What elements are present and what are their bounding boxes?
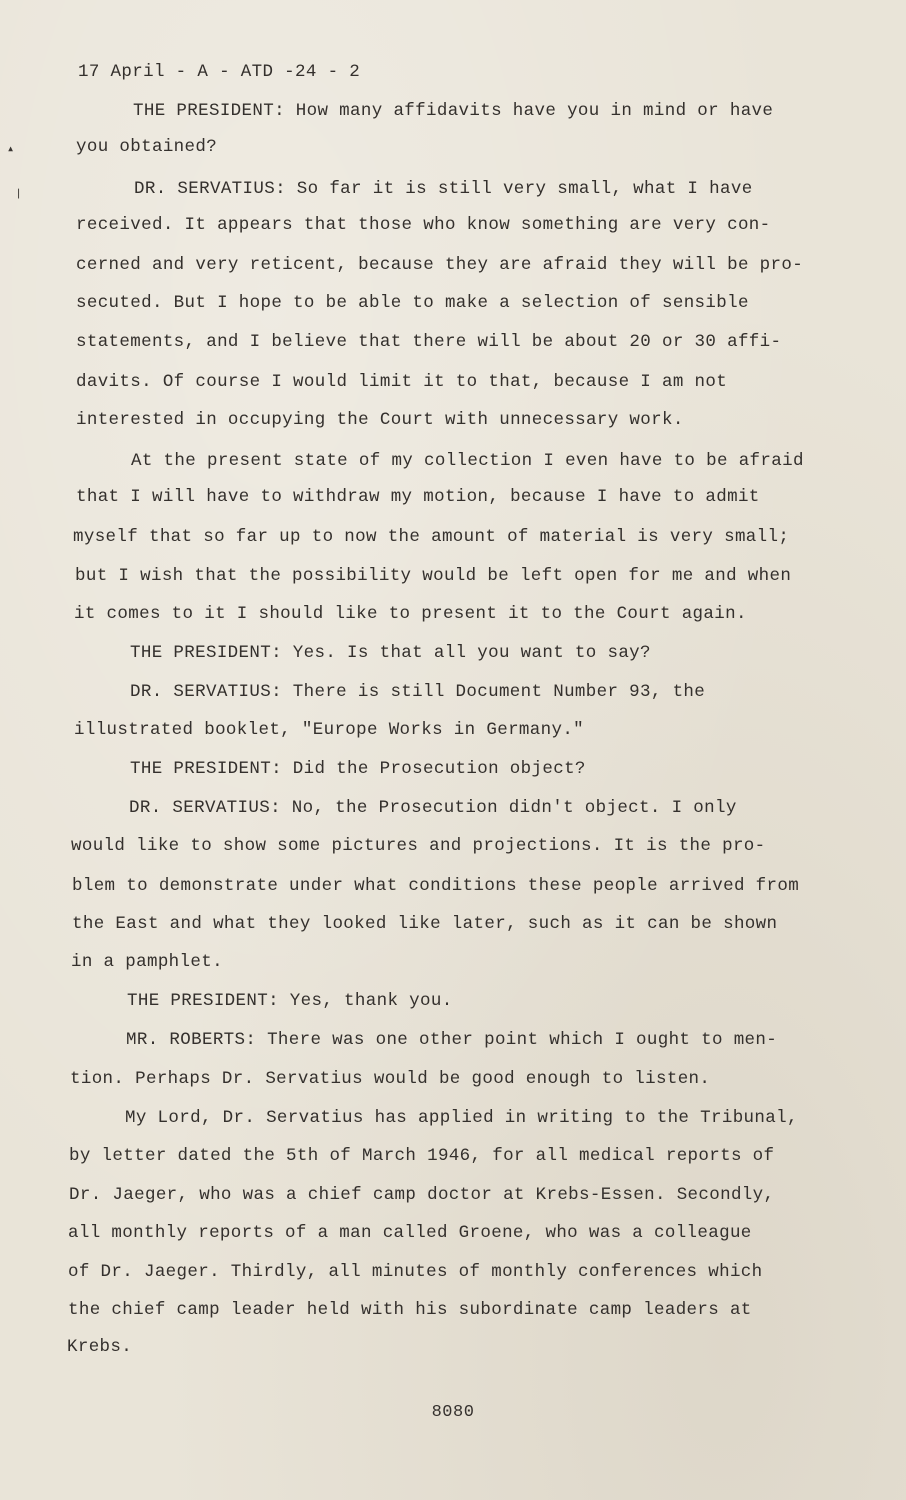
text-line: THE PRESIDENT: Yes, thank you. <box>127 991 453 1011</box>
page-header: 17 April - A - ATD -24 - 2 <box>78 62 361 82</box>
text-line: DR. SERVATIUS: No, the Prosecution didn't object. I only <box>129 798 737 818</box>
margin-mark-arrow-icon: ▴ <box>7 142 15 156</box>
text-line: in a pamphlet. <box>71 952 223 972</box>
text-line: the chief camp leader held with his subordinate camp leaders at <box>68 1300 752 1320</box>
text-line: Dr. Jaeger, who was a chief camp doctor at Krebs-Essen. Secondly, <box>69 1185 775 1205</box>
text-line: Krebs. <box>67 1337 133 1357</box>
text-line: myself that so far up to now the amount of material is very small; <box>73 527 790 547</box>
text-line: tion. Perhaps Dr. Servatius would be good enough to listen. <box>70 1069 711 1089</box>
text-line: secuted. But I hope to be able to make a selection of sensible <box>76 293 749 313</box>
text-line: that I will have to withdraw my motion, because I have to admit <box>76 487 760 507</box>
text-line: My Lord, Dr. Servatius has applied in writing to the Tribunal, <box>125 1108 798 1128</box>
text-line: THE PRESIDENT: Did the Prosecution object? <box>130 759 586 779</box>
text-line: DR. SERVATIUS: There is still Document Number 93, the <box>130 682 706 702</box>
text-line: THE PRESIDENT: How many affidavits have you in mind or have <box>133 101 774 121</box>
text-line: by letter dated the 5th of March 1946, for all medical reports of <box>69 1146 775 1166</box>
margin-mark-tick-icon: ❘ <box>15 187 23 201</box>
text-line: cerned and very reticent, because they are afraid they will be pro- <box>76 255 804 275</box>
text-line: MR. ROBERTS: There was one other point which I ought to men- <box>126 1030 778 1050</box>
text-line: interested in occupying the Court with unnecessary work. <box>76 410 684 430</box>
text-line: but I wish that the possibility would be left open for me and when <box>75 566 792 586</box>
text-line: THE PRESIDENT: Yes. Is that all you want to say? <box>130 643 651 663</box>
page-number: 8080 <box>431 1403 475 1422</box>
text-line: all monthly reports of a man called Groene, who was a colleague <box>68 1223 752 1243</box>
text-line: it comes to it I should like to present it to the Court again. <box>74 604 747 624</box>
text-line: received. It appears that those who know something are very con- <box>76 215 771 235</box>
text-line: would like to show some pictures and projections. It is the pro- <box>71 836 766 856</box>
text-line: the East and what they looked like later, such as it can be shown <box>72 914 778 934</box>
text-line: davits. Of course I would limit it to that, because I am not <box>76 372 728 392</box>
text-line: of Dr. Jaeger. Thirdly, all minutes of monthly conferences which <box>68 1262 763 1282</box>
text-line: statements, and I believe that there will be about 20 or 30 affi- <box>76 332 782 352</box>
text-line: At the present state of my collection I even have to be afraid <box>131 451 804 471</box>
text-line: you obtained? <box>76 137 218 157</box>
text-line: blem to demonstrate under what conditions these people arrived from <box>72 876 800 896</box>
text-line: illustrated booklet, "Europe Works in Germany." <box>74 720 585 740</box>
text-line: DR. SERVATIUS: So far it is still very small, what I have <box>134 179 753 199</box>
